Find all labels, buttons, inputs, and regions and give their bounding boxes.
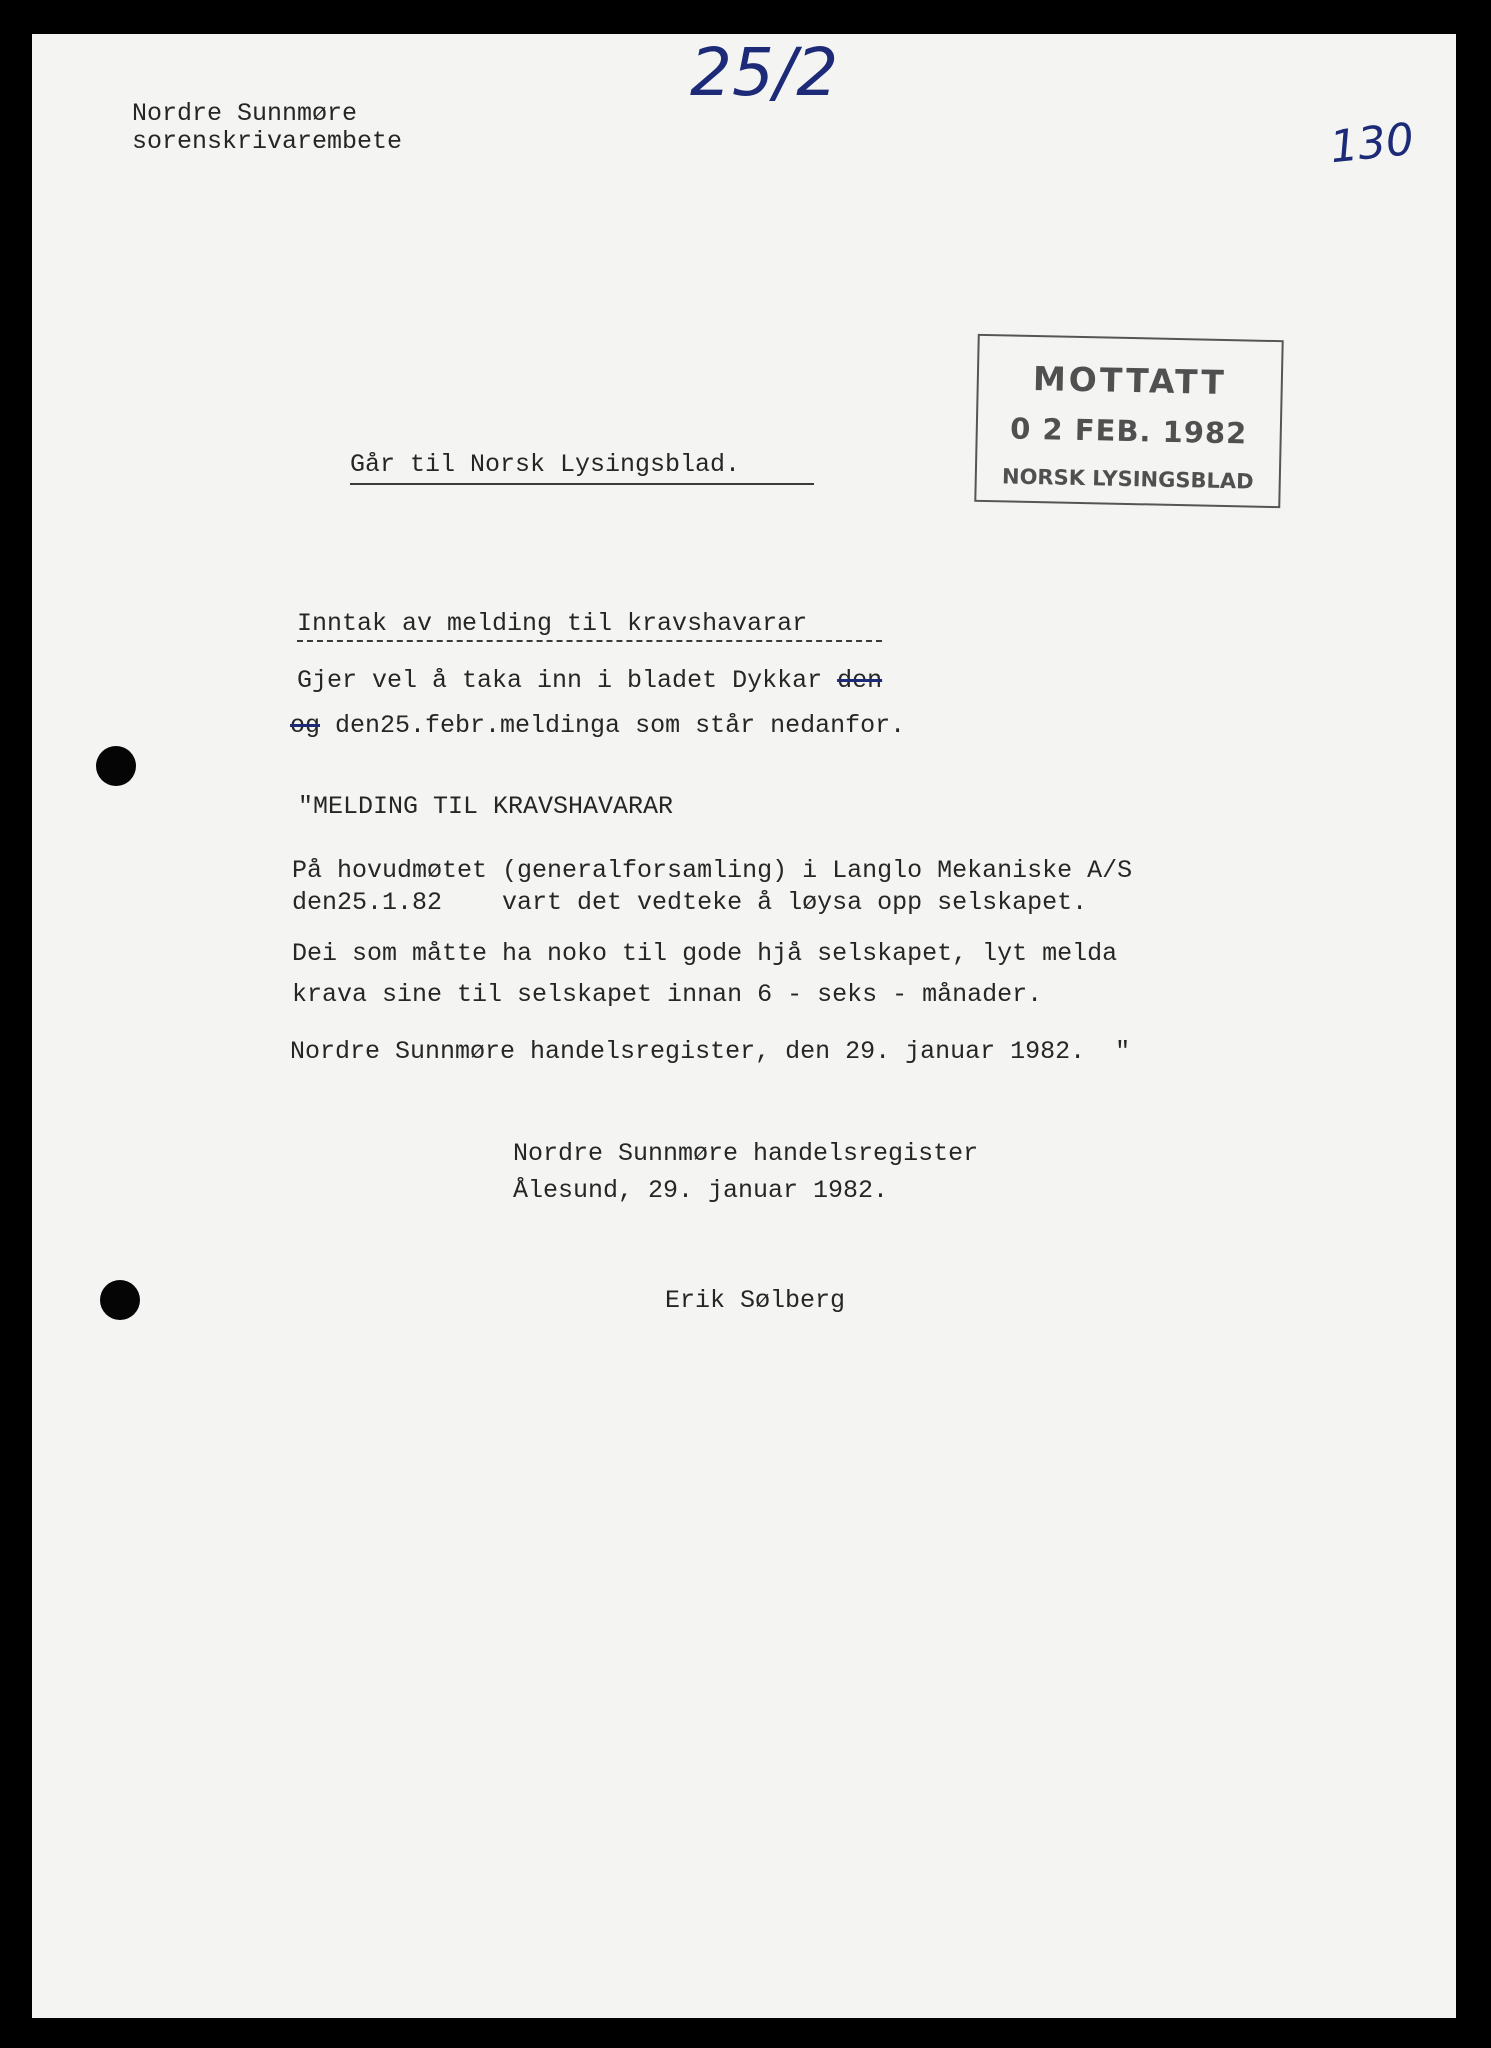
signature-name: Erik Sølberg [665, 1286, 846, 1315]
struck-word-den: den [837, 666, 883, 695]
request-heading-underline [297, 640, 882, 642]
struck-word-og: og [290, 711, 321, 740]
request-line-1 [297, 668, 882, 693]
notice-line-2: den25.1.82 vart det vedteke å løysa opp selskapet. [292, 888, 1088, 917]
request-line-1-text: Gjer vel å taka inn i bladet Dykkar [297, 666, 838, 695]
notice-line-3: Dei som måtte ha noko til gode hjå selskapet, lyt melda [292, 939, 1118, 968]
routing-underline [350, 483, 814, 485]
handwritten-page-number: 130 [1327, 113, 1417, 174]
signature-registry: Nordre Sunnmøre handelsregister [513, 1139, 979, 1168]
notice-line-1: På hovudmøtet (generalforsamling) i Langlo Mekaniske A/S [292, 856, 1133, 885]
stamp-date: 0 2 FEB. 1982 [1009, 411, 1248, 451]
stamp-received-label: MOTTATT [1032, 358, 1228, 403]
request-line-2 [290, 713, 905, 738]
notice-line-5: Nordre Sunnmøre handelsregister, den 29. januar 1982. " [290, 1037, 1131, 1066]
request-heading: Inntak av melding til kravshavarar [297, 609, 808, 638]
routing-line: Går til Norsk Lysingsblad. [350, 450, 741, 479]
office-name-line1: Nordre Sunnmøre [132, 99, 358, 128]
document-page [32, 34, 1456, 2018]
request-line-2-text: den25.febr.meldinga som står nedanfor. [320, 711, 906, 740]
punch-hole-top [96, 746, 136, 786]
signature-place-date: Ålesund, 29. januar 1982. [513, 1176, 889, 1205]
stamp-recipient: NORSK LYSINGSBLAD [1001, 464, 1254, 494]
received-stamp [974, 334, 1283, 508]
handwritten-case-number: 25/2 [690, 34, 839, 111]
notice-line-4: krava sine til selskapet innan 6 - seks - månader. [292, 980, 1043, 1009]
office-name-line2: sorenskrivarembete [132, 127, 403, 156]
notice-title: "MELDING TIL KRAVSHAVARAR [298, 792, 674, 821]
punch-hole-bottom [100, 1280, 140, 1320]
